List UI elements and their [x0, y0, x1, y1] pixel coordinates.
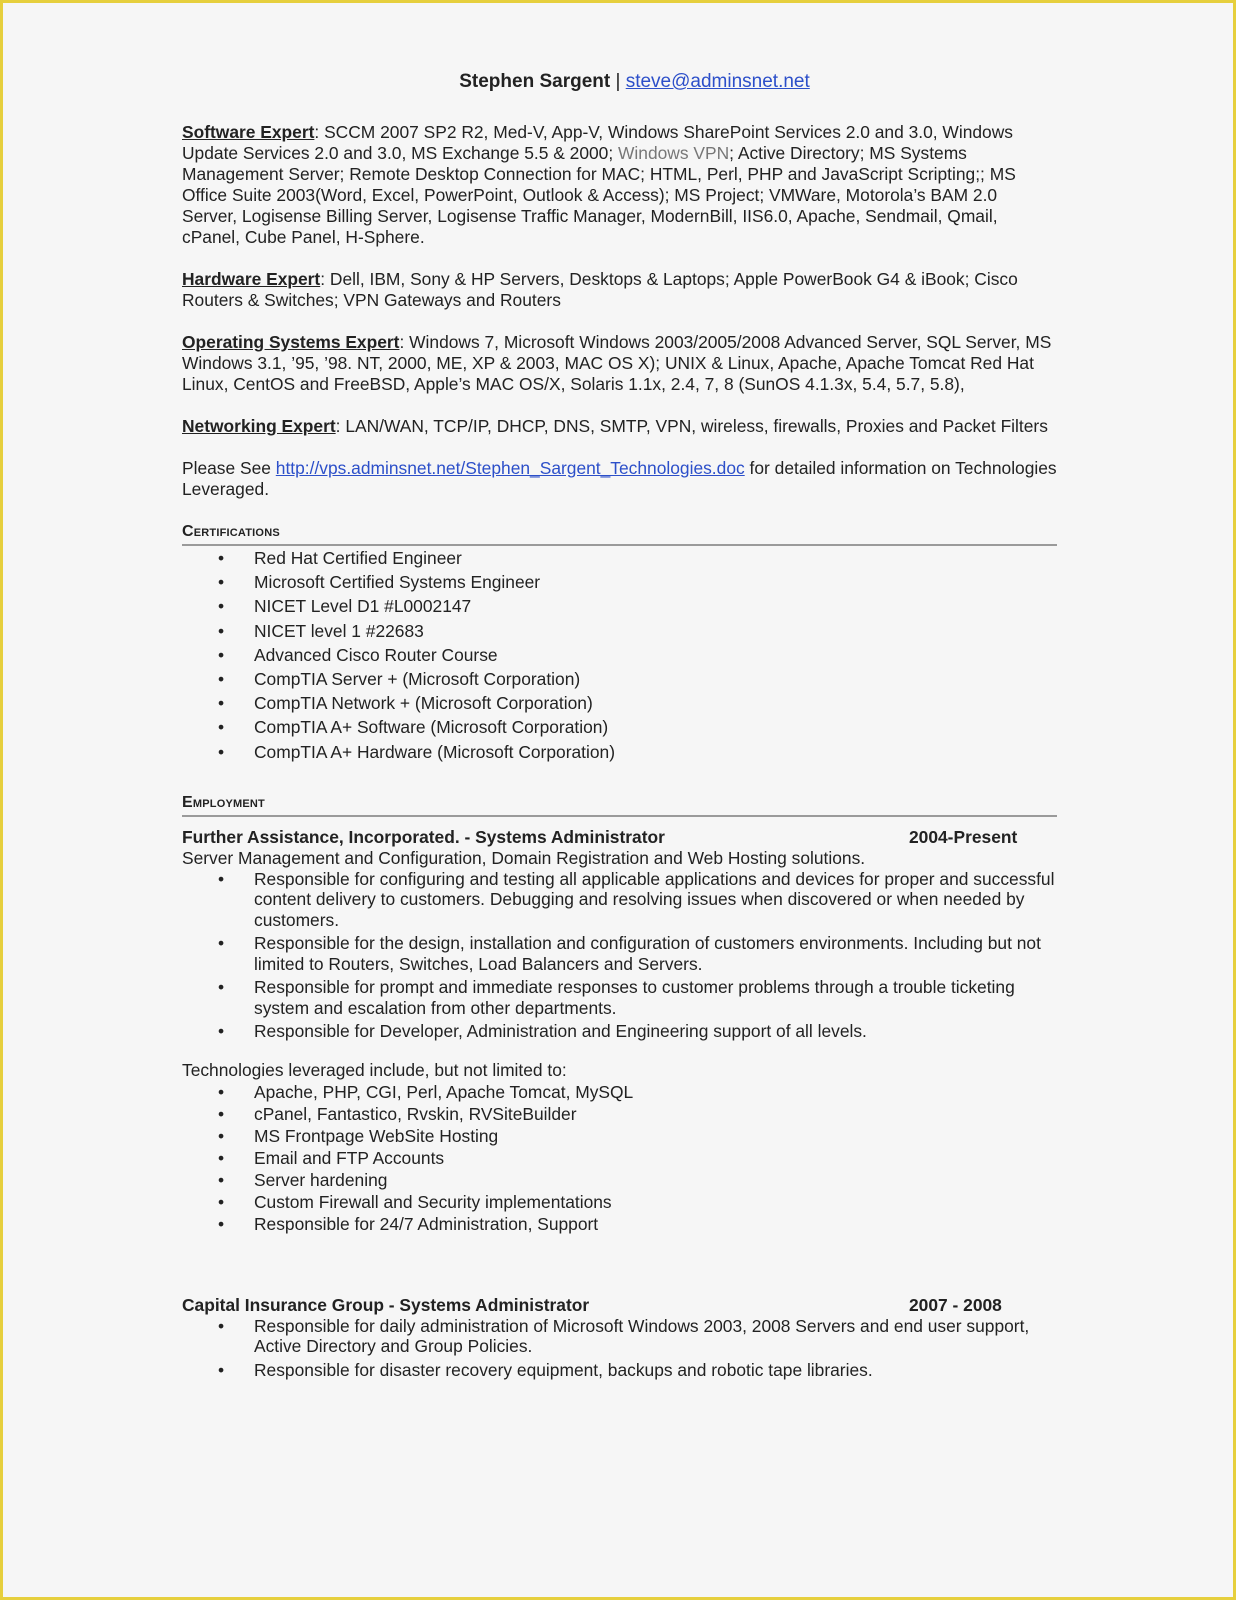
bullet-icon: •	[218, 1359, 225, 1380]
list-item	[182, 715, 1057, 739]
see-prefix: Please See	[182, 458, 276, 478]
bullet-icon: •	[218, 977, 225, 998]
technology-text: Responsible for 24/7 Administration, Support	[254, 1213, 599, 1234]
candidate-name: Stephen Sargent	[459, 71, 611, 92]
bullet-icon: •	[218, 1169, 225, 1190]
software-label: Software Expert	[182, 122, 315, 142]
technologies-note	[182, 458, 1057, 500]
job-years: 2007 - 2008	[909, 1294, 1002, 1315]
bullet-icon: •	[218, 1125, 225, 1146]
list-item	[182, 933, 1057, 974]
certification-text: CompTIA A+ Software (Microsoft Corporation)	[254, 717, 609, 738]
list-item	[182, 1360, 1057, 1381]
list-item	[182, 619, 1057, 643]
bullet-icon: •	[218, 933, 225, 954]
certification-text: Advanced Cisco Router Course	[254, 644, 498, 665]
bullet-icon: •	[218, 868, 225, 889]
software-skills	[182, 122, 1057, 248]
technology-text: Apache, PHP, CGI, Perl, Apache Tomcat, MySQL	[254, 1081, 634, 1102]
list-item	[182, 643, 1057, 667]
certification-text: Red Hat Certified Engineer	[254, 548, 462, 568]
job-years: 2004-Present	[909, 826, 1018, 847]
technologies-intro: Technologies leveraged include, but not limited to:	[182, 1059, 567, 1080]
bullet-icon: •	[218, 669, 225, 690]
bullet-icon: •	[218, 644, 225, 665]
list-item	[182, 570, 1057, 594]
list-item	[182, 740, 1057, 764]
bullet-icon: •	[218, 620, 225, 641]
list-item	[182, 1021, 1057, 1042]
bullet-icon: •	[218, 572, 225, 593]
bullet-icon: •	[218, 1021, 225, 1042]
bullet-icon: •	[218, 1315, 225, 1336]
list-item	[182, 1125, 1057, 1147]
certifications-list	[182, 546, 1057, 764]
list-item	[182, 977, 1057, 1018]
certifications-heading: Certifications	[182, 521, 1057, 546]
software-text-b: ; Active Directory; MS Systems Management Server; Remote Desktop Connection for MAC; HTML, Perl, PHP and JavaScript Scripting;; MS Office Suite 2003(Word, Excel, PowerPoint, Outlook & Access); MS Project; VMWare, Motorola’s BAM 2.0 Server, Logisense Billing Server, Logisense Traffic Manager, ModernBill, IIS6.0, Apache, Sendmail, Qmail, cPanel, Cube Panel, H-Sphere.	[182, 143, 1016, 247]
list-item	[182, 546, 1057, 570]
technology-text: Server hardening	[254, 1169, 388, 1190]
certification-text: NICET level 1 #22683	[254, 620, 424, 641]
resume-document	[182, 70, 1057, 1383]
software-text-a: : SCCM 2007 SP2 R2, Med-V, App-V, Windows SharePoint Services 2.0 and 3.0, Windows Update Services 2.0 and 3.0, MS Exchange 5.5 & 2000;	[182, 122, 1013, 163]
list-item	[182, 869, 1057, 931]
certification-text: CompTIA Server + (Microsoft Corporation)	[254, 669, 581, 690]
bullet-icon: •	[218, 1191, 225, 1212]
job-title-row	[182, 827, 1057, 848]
networking-skills	[182, 416, 1057, 437]
certification-text: Microsoft Certified Systems Engineer	[254, 572, 541, 593]
bullet-icon: •	[218, 693, 225, 714]
responsibility-text: Responsible for disaster recovery equipment, backups and robotic tape libraries.	[254, 1359, 873, 1380]
software-faint-text: Windows VPN	[618, 143, 730, 163]
header-separator: |	[615, 71, 621, 92]
technologies-list	[182, 1081, 1057, 1235]
technology-text: Custom Firewall and Security implementations	[254, 1191, 612, 1212]
list-item	[182, 1147, 1057, 1169]
networking-text: : LAN/WAN, TCP/IP, DHCP, DNS, SMTP, VPN, wireless, firewalls, Proxies and Packet Filters	[335, 416, 1048, 436]
hardware-label: Hardware Expert	[182, 269, 321, 289]
os-text: : Windows 7, Microsoft Windows 2003/2005/2008 Advanced Server, SQL Server, MS Windows 3.1, ’95, ’98. NT, 2000, ME, XP & 2003, MAC OS X); UNIX & Linux, Apache, Apache Tomcat Red Hat Linux, CentOS and FreeBSD, Apple’s MAC OS/X, Solaris 1.1x, 2.4, 7, 8 (SunOS 4.1.3x, 5.4, 5.7, 5.8),	[182, 332, 1052, 394]
technology-text: Email and FTP Accounts	[254, 1147, 445, 1168]
responsibility-text: Responsible for daily administration of Microsoft Windows 2003, 2008 Servers and end user support, Active Directory and Group Policies.	[254, 1315, 1030, 1357]
list-item	[182, 594, 1057, 618]
list-item	[182, 667, 1057, 691]
certification-text: NICET Level D1 #L0002147	[254, 596, 472, 617]
hardware-skills	[182, 269, 1057, 311]
responsibilities-list	[182, 869, 1057, 1042]
os-label: Operating Systems Expert	[182, 332, 400, 352]
technology-text: MS Frontpage WebSite Hosting	[254, 1125, 499, 1146]
bullet-icon: •	[218, 1147, 225, 1168]
job-summary: Server Management and Configuration, Domain Registration and Web Hosting solutions.	[182, 847, 866, 868]
certification-text: CompTIA A+ Hardware (Microsoft Corporation)	[254, 741, 615, 762]
employment-heading: Employment	[182, 792, 1057, 817]
email-link[interactable]: steve@adminsnet.net	[625, 71, 810, 92]
responsibility-text: Responsible for the design, installation and configuration of customers environments. Including but not limited to Routers, Switches, Load Balancers and Servers.	[254, 933, 1041, 974]
responsibility-text: Responsible for prompt and immediate responses to customer problems through a trouble ticketing system and escalation from other departments.	[254, 977, 1015, 1018]
technologies-doc-link[interactable]: http://vps.adminsnet.net/Stephen_Sargent_Technologies.doc	[275, 458, 745, 478]
responsibilities-list	[182, 1316, 1057, 1381]
list-item	[182, 1316, 1057, 1357]
bullet-icon: •	[218, 741, 225, 762]
bullet-icon: •	[218, 1213, 225, 1234]
certification-text: CompTIA Network + (Microsoft Corporation)	[254, 693, 593, 714]
list-item	[182, 1191, 1057, 1213]
hardware-text: : Dell, IBM, Sony & HP Servers, Desktops & Laptops; Apple PowerBook G4 & iBook; Cisco Routers & Switches; VPN Gateways and Routers	[182, 269, 1018, 310]
bullet-icon: •	[218, 1103, 225, 1124]
responsibility-text: Responsible for Developer, Administration and Engineering support of all levels.	[254, 1021, 867, 1042]
networking-label: Networking Expert	[182, 416, 336, 436]
job-title: Further Assistance, Incorporated. - Systems Administrator	[182, 826, 665, 847]
list-item	[182, 1103, 1057, 1125]
list-item	[182, 1169, 1057, 1191]
resume-header	[182, 70, 1057, 94]
list-item	[182, 691, 1057, 715]
bullet-icon: •	[218, 717, 225, 738]
list-item	[182, 1213, 1057, 1235]
responsibility-text: Responsible for configuring and testing all applicable applications and devices for proper and successful content delivery to customers. Debugging and resolving issues when discovered or when needed by customers.	[254, 868, 1055, 930]
technology-text: cPanel, Fantastico, Rvskin, RVSiteBuilder	[254, 1103, 577, 1124]
job-title: Capital Insurance Group - Systems Administrator	[182, 1294, 590, 1315]
see-suffix: for detailed information on Technologies Leveraged.	[182, 458, 1057, 499]
list-item	[182, 1081, 1057, 1103]
bullet-icon: •	[218, 1081, 225, 1102]
bullet-icon: •	[218, 548, 225, 568]
job-title-row	[182, 1295, 1057, 1316]
bullet-icon: •	[218, 596, 225, 617]
os-skills	[182, 332, 1057, 395]
